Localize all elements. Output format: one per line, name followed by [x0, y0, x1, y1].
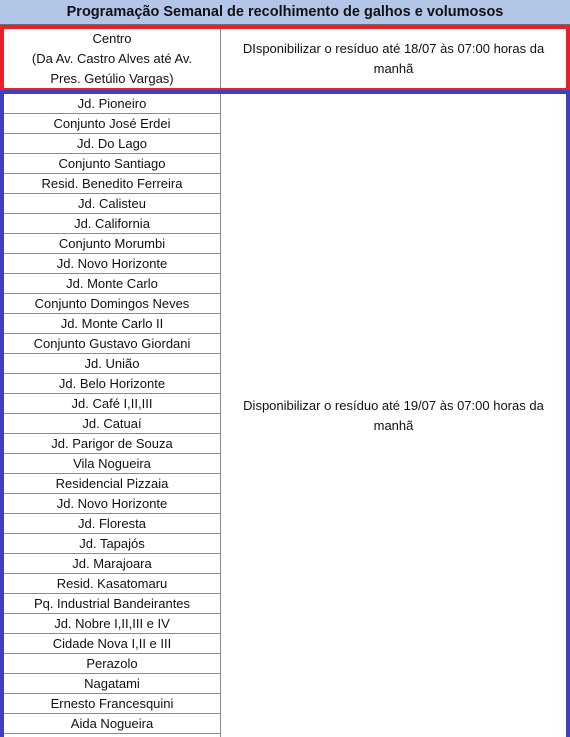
- bairro-row: Residencial Pizzaia: [4, 474, 220, 494]
- centro-area-line2: (Da Av. Castro Alves até Av.: [31, 50, 193, 66]
- centro-area-line3: Pres. Getúlio Vargas): [50, 70, 174, 86]
- bairros-block: [0, 90, 570, 737]
- bairro-row: Resid. Benedito Ferreira: [4, 174, 220, 194]
- bairro-row: Resid. Kasatomaru: [4, 574, 220, 594]
- centro-area-cell: [4, 29, 221, 88]
- bairro-row: Nagatami: [4, 674, 220, 694]
- bairros-list: [4, 94, 220, 734]
- bairro-row: Conjunto Domingos Neves: [4, 294, 220, 314]
- bairro-row: Pq. Industrial Bandeirantes: [4, 594, 220, 614]
- bairro-row: Vila Nogueira: [4, 454, 220, 474]
- centro-schedule-cell: DIsponibilizar o resíduo até 18/07 às 07:00 horas da manhã: [242, 40, 545, 76]
- bairro-row: Conjunto Santiago: [4, 154, 220, 174]
- bairro-row: Jd. Belo Horizonte: [4, 374, 220, 394]
- bairro-row: Jd. Monte Carlo: [4, 274, 220, 294]
- bairro-row: Perazolo: [4, 654, 220, 674]
- bairro-row: Jd. Novo Horizonte: [4, 494, 220, 514]
- bairro-row: Conjunto Morumbi: [4, 234, 220, 254]
- bairro-row: Jd. Marajoara: [4, 554, 220, 574]
- bairros-list-column: [4, 94, 221, 737]
- bairro-row: Jd. União: [4, 354, 220, 374]
- centro-block: [0, 25, 570, 92]
- bairro-row: Conjunto José Erdei: [4, 114, 220, 134]
- bairro-row: Jd. Pioneiro: [4, 94, 220, 114]
- centro-area-line1: Centro: [92, 30, 132, 46]
- bairro-row: Jd. Do Lago: [4, 134, 220, 154]
- bairro-row: Jd. Parigor de Souza: [4, 434, 220, 454]
- bairro-row: Jd. Catuaí: [4, 414, 220, 434]
- bairro-row: Jd. Novo Horizonte: [4, 254, 220, 274]
- bairro-row: Ernesto Francesquini: [4, 694, 220, 714]
- sheet-title: Programação Semanal de recolhimento de galhos e volumosos: [0, 0, 570, 25]
- bairro-row: Jd. California: [4, 214, 220, 234]
- bairro-row: Jd. Floresta: [4, 514, 220, 534]
- bairro-row: Cidade Nova I,II e III: [4, 634, 220, 654]
- bairro-row: Jd. Monte Carlo II: [4, 314, 220, 334]
- bairro-row: Jd. Nobre I,II,III e IV: [4, 614, 220, 634]
- bairro-row: Aida Nogueira: [4, 714, 220, 734]
- bairros-schedule-cell: Disponibilizar o resíduo até 19/07 às 07:00 horas da manhã: [243, 397, 544, 433]
- bairro-row: Jd. Tapajós: [4, 534, 220, 554]
- bairro-row: Conjunto Gustavo Giordani: [4, 334, 220, 354]
- bairro-row: Jd. Café I,II,III: [4, 394, 220, 414]
- bairro-row: Jd. Calisteu: [4, 194, 220, 214]
